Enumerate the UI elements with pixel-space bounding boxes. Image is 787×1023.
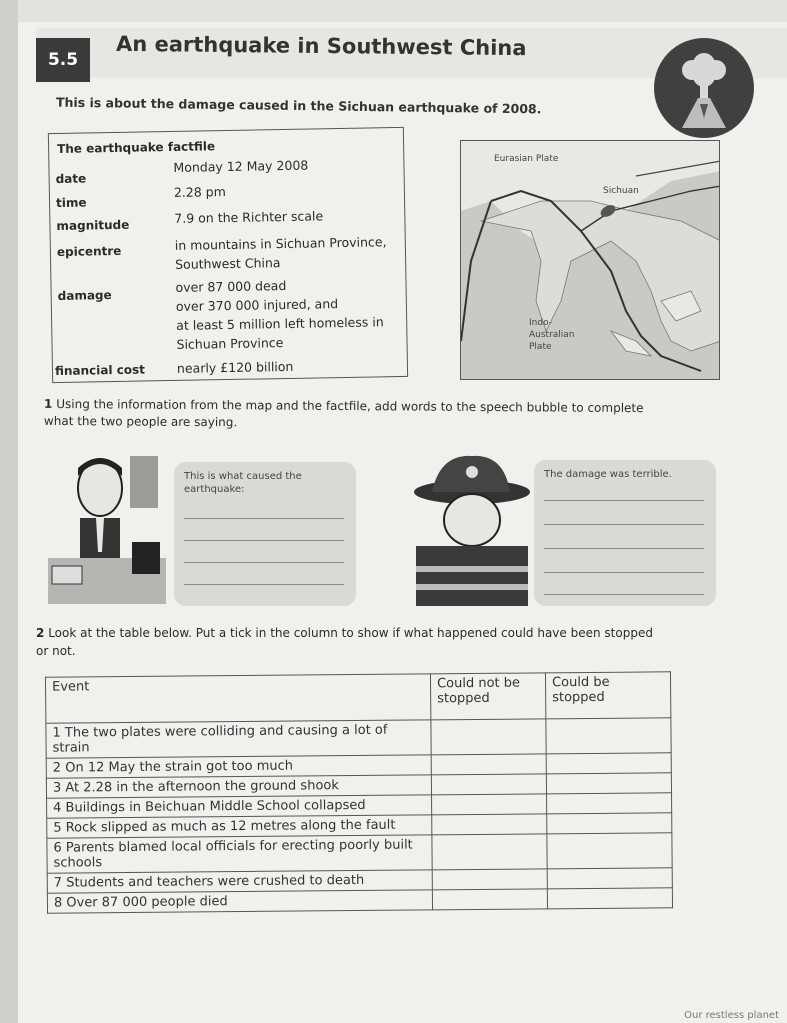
question-2 (36, 624, 656, 660)
factfile-label: magnitude (56, 217, 130, 233)
earthquake-factfile (48, 127, 408, 383)
answer-line (544, 572, 704, 573)
question-number: 1 (44, 396, 53, 411)
tick-cell-stopped[interactable] (546, 753, 671, 774)
table-header-row (45, 672, 670, 723)
sichuan-label: Sichuan (603, 186, 639, 196)
page-title: An earthquake in Southwest China (115, 31, 527, 61)
event-cell: 6 Parents blamed local officials for erecting poorly built schools (47, 835, 432, 873)
plate-map (460, 140, 720, 380)
firefighter-illustration (410, 454, 532, 606)
factfile-value: in mountains in Sichuan Province, Southwest China (174, 234, 387, 272)
question-text: Using the information from the map and the factfile, add words to the speech bubble to complete what the two people are saying. (43, 396, 644, 430)
event-cell: 1 The two plates were colliding and causing a lot of strain (46, 720, 431, 758)
answer-line (544, 524, 704, 525)
indo-australian-plate-label: Indo- Australian Plate (529, 318, 575, 352)
answer-line (544, 594, 704, 595)
event-cell: 3 At 2.28 in the afternoon the ground shook (46, 775, 431, 798)
tick-cell-not-stopped[interactable] (431, 774, 546, 795)
factfile-value: over 87 000 dead over 370 000 injured, and at least 5 million left homeless in Sichuan Province (175, 277, 384, 352)
man-at-desk-illustration (48, 456, 166, 604)
question-number: 2 (36, 626, 45, 640)
volcano-icon (654, 38, 754, 138)
factfile-label: time (55, 195, 87, 210)
could-not-be-stopped-header: Could not be stopped (430, 673, 545, 720)
tick-cell-stopped[interactable] (547, 813, 672, 834)
answer-line (544, 500, 704, 501)
answer-line (184, 540, 344, 541)
events-table (45, 671, 673, 913)
event-column-header: Event (45, 674, 430, 723)
tick-cell-stopped[interactable] (547, 888, 672, 909)
top-band (18, 0, 787, 22)
factfile-heading: The earthquake factfile (57, 139, 216, 156)
tick-cell-not-stopped[interactable] (431, 754, 546, 775)
factfile-value: nearly £120 billion (176, 358, 294, 376)
tick-cell-stopped[interactable] (547, 793, 672, 814)
answer-line (184, 584, 344, 585)
speech-bubble-left[interactable] (174, 462, 356, 606)
tick-cell-stopped[interactable] (547, 833, 672, 869)
tick-cell-not-stopped[interactable] (431, 719, 546, 755)
bubble-prompt: This is what caused the earthquake: (184, 471, 302, 495)
answer-line (184, 518, 344, 519)
factfile-label: damage (57, 288, 112, 303)
could-be-stopped-header: Could be stopped (545, 672, 670, 719)
tick-cell-not-stopped[interactable] (432, 889, 547, 910)
tick-cell-stopped[interactable] (547, 868, 672, 889)
tick-cell-not-stopped[interactable] (432, 794, 547, 815)
footer-text: Our restless planet (684, 1010, 779, 1021)
answer-line (544, 548, 704, 549)
table-row (47, 833, 672, 873)
event-cell: 8 Over 87 000 people died (47, 890, 432, 913)
event-cell: 4 Buildings in Beichuan Middle School collapsed (47, 795, 432, 818)
factfile-value: Monday 12 May 2008 (173, 157, 309, 175)
factfile-label: financial cost (54, 362, 146, 379)
event-cell: 2 On 12 May the strain got too much (46, 755, 431, 778)
tick-cell-stopped[interactable] (546, 773, 671, 794)
intro-text: This is about the damage caused in the Sichuan earthquake of 2008. (55, 94, 542, 117)
event-cell: 7 Students and teachers were crushed to death (47, 870, 432, 893)
factfile-label: date (55, 171, 87, 186)
eurasian-plate-label: Eurasian Plate (494, 154, 559, 164)
question-text: Look at the table below. Put a tick in the column to show if what happened could have been stopped or not. (36, 626, 653, 658)
tick-cell-stopped[interactable] (546, 718, 671, 754)
tick-cell-not-stopped[interactable] (432, 869, 547, 890)
factfile-label: epicentre (56, 243, 122, 259)
speech-bubble-right[interactable] (534, 460, 716, 606)
factfile-value: 2.28 pm (173, 184, 226, 200)
tick-cell-not-stopped[interactable] (432, 814, 547, 835)
tick-cell-not-stopped[interactable] (432, 834, 547, 870)
table-row (46, 718, 671, 758)
answer-line (184, 562, 344, 563)
factfile-value: 7.9 on the Richter scale (174, 208, 324, 226)
event-cell: 5 Rock slipped as much as 12 metres along the fault (47, 815, 432, 838)
section-number: 5.5 (36, 38, 90, 82)
question-1 (44, 396, 644, 434)
bubble-prompt: The damage was terrible. (544, 469, 672, 480)
